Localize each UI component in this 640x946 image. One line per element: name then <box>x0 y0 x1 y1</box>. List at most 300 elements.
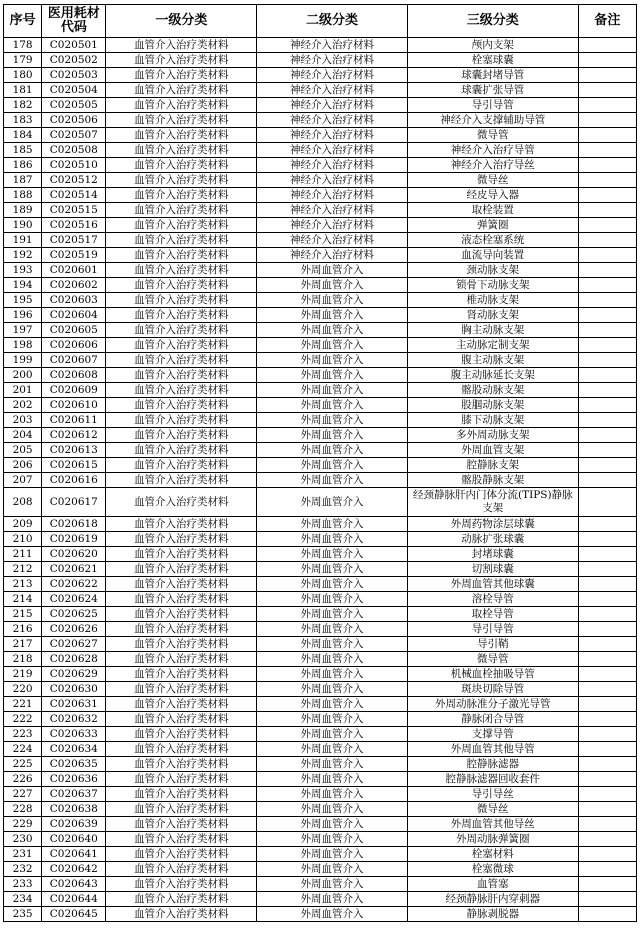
table-row <box>4 757 637 772</box>
cell-level3: 外周血管其他球囊 <box>407 577 578 592</box>
cell-level1: 血管介入治疗类材料 <box>106 712 257 727</box>
cell-level1: 血管介入治疗类材料 <box>106 637 257 652</box>
cell-code: C020618 <box>42 517 106 532</box>
cell-seq: 205 <box>4 443 42 458</box>
cell-level3: 股腘动脉支架 <box>407 398 578 413</box>
cell-level3: 球囊封堵导管 <box>407 68 578 83</box>
cell-seq: 210 <box>4 532 42 547</box>
cell-level2: 外周血管介入 <box>257 772 408 787</box>
cell-level3: 外周动脉弹簧圈 <box>407 832 578 847</box>
cell-level2: 外周血管介入 <box>257 562 408 577</box>
cell-level1: 血管介入治疗类材料 <box>106 607 257 622</box>
cell-code: C020611 <box>42 413 106 428</box>
cell-level1: 血管介入治疗类材料 <box>106 817 257 832</box>
cell-level1: 血管介入治疗类材料 <box>106 697 257 712</box>
cell-seq: 231 <box>4 847 42 862</box>
cell-level3: 微导丝 <box>407 173 578 188</box>
table-row <box>4 143 637 158</box>
cell-note <box>578 173 636 188</box>
cell-level1: 血管介入治疗类材料 <box>106 248 257 263</box>
table-row <box>4 323 637 338</box>
cell-level1: 血管介入治疗类材料 <box>106 532 257 547</box>
cell-level1: 血管介入治疗类材料 <box>106 892 257 907</box>
cell-level2: 外周血管介入 <box>257 323 408 338</box>
cell-level2: 外周血管介入 <box>257 383 408 398</box>
cell-level2: 外周血管介入 <box>257 443 408 458</box>
cell-code: C020632 <box>42 712 106 727</box>
cell-level1: 血管介入治疗类材料 <box>106 188 257 203</box>
cell-note <box>578 577 636 592</box>
cell-note <box>578 278 636 293</box>
cell-level1: 血管介入治疗类材料 <box>106 428 257 443</box>
table-row <box>4 877 637 892</box>
cell-level2: 外周血管介入 <box>257 398 408 413</box>
cell-code: C020644 <box>42 892 106 907</box>
cell-seq: 197 <box>4 323 42 338</box>
cell-level1: 血管介入治疗类材料 <box>106 787 257 802</box>
cell-level2: 外周血管介入 <box>257 293 408 308</box>
table-row <box>4 742 637 757</box>
cell-level3: 导引导丝 <box>407 787 578 802</box>
cell-level2: 神经介入治疗材料 <box>257 203 408 218</box>
cell-code: C020613 <box>42 443 106 458</box>
cell-level1: 血管介入治疗类材料 <box>106 907 257 922</box>
cell-code: C020616 <box>42 473 106 488</box>
cell-level3: 静脉闭合导管 <box>407 712 578 727</box>
cell-seq: 235 <box>4 907 42 922</box>
cell-note <box>578 308 636 323</box>
cell-level2: 外周血管介入 <box>257 847 408 862</box>
cell-level3: 外周血管其他导管 <box>407 742 578 757</box>
cell-seq: 214 <box>4 592 42 607</box>
cell-level2: 外周血管介入 <box>257 652 408 667</box>
table-row <box>4 802 637 817</box>
cell-note <box>578 907 636 922</box>
cell-level2: 神经介入治疗材料 <box>257 158 408 173</box>
cell-level3: 经颈静脉肝内穿刺器 <box>407 892 578 907</box>
cell-seq: 213 <box>4 577 42 592</box>
cell-note <box>578 547 636 562</box>
cell-level3: 导引导管 <box>407 98 578 113</box>
cell-note <box>578 772 636 787</box>
cell-level1: 血管介入治疗类材料 <box>106 218 257 233</box>
cell-level1: 血管介入治疗类材料 <box>106 398 257 413</box>
cell-seq: 188 <box>4 188 42 203</box>
cell-level2: 外周血管介入 <box>257 547 408 562</box>
cell-note <box>578 667 636 682</box>
cell-seq: 195 <box>4 293 42 308</box>
cell-level1: 血管介入治疗类材料 <box>106 742 257 757</box>
cell-level3: 支撑导管 <box>407 727 578 742</box>
cell-code: C020619 <box>42 532 106 547</box>
header-code: 医用耗材代码 <box>42 5 106 38</box>
table-row <box>4 832 637 847</box>
cell-level2: 外周血管介入 <box>257 368 408 383</box>
cell-note <box>578 517 636 532</box>
cell-note <box>578 802 636 817</box>
cell-level1: 血管介入治疗类材料 <box>106 158 257 173</box>
cell-code: C020635 <box>42 757 106 772</box>
cell-note <box>578 592 636 607</box>
cell-note <box>578 38 636 53</box>
cell-code: C020601 <box>42 263 106 278</box>
cell-note <box>578 562 636 577</box>
table-row <box>4 173 637 188</box>
cell-seq: 185 <box>4 143 42 158</box>
cell-level1: 血管介入治疗类材料 <box>106 308 257 323</box>
cell-code: C020641 <box>42 847 106 862</box>
cell-level1: 血管介入治疗类材料 <box>106 562 257 577</box>
table-row <box>4 83 637 98</box>
cell-level3: 导引鞘 <box>407 637 578 652</box>
cell-level3: 腔静脉支架 <box>407 458 578 473</box>
table-row <box>4 712 637 727</box>
cell-code: C020502 <box>42 53 106 68</box>
cell-level3: 导引导管 <box>407 622 578 637</box>
cell-level3: 腹主动脉延长支架 <box>407 368 578 383</box>
cell-note <box>578 458 636 473</box>
header-level3: 三级分类 <box>407 5 578 38</box>
cell-level3: 血管塞 <box>407 877 578 892</box>
cell-seq: 192 <box>4 248 42 263</box>
cell-code: C020637 <box>42 787 106 802</box>
cell-seq: 187 <box>4 173 42 188</box>
cell-seq: 202 <box>4 398 42 413</box>
cell-seq: 196 <box>4 308 42 323</box>
cell-level3: 切割球囊 <box>407 562 578 577</box>
cell-seq: 182 <box>4 98 42 113</box>
cell-level3: 神经介入治疗导管 <box>407 143 578 158</box>
cell-note <box>578 203 636 218</box>
cell-code: C020514 <box>42 188 106 203</box>
table-row <box>4 817 637 832</box>
header-note: 备注 <box>578 5 636 38</box>
cell-code: C020604 <box>42 308 106 323</box>
cell-note <box>578 383 636 398</box>
cell-level2: 外周血管介入 <box>257 278 408 293</box>
cell-level3: 栓塞材料 <box>407 847 578 862</box>
cell-level2: 神经介入治疗材料 <box>257 218 408 233</box>
cell-level3: 膝下动脉支架 <box>407 413 578 428</box>
table-row <box>4 562 637 577</box>
table-row <box>4 353 637 368</box>
cell-level1: 血管介入治疗类材料 <box>106 443 257 458</box>
cell-level3: 经皮导入器 <box>407 188 578 203</box>
cell-seq: 230 <box>4 832 42 847</box>
cell-seq: 200 <box>4 368 42 383</box>
cell-level1: 血管介入治疗类材料 <box>106 667 257 682</box>
cell-seq: 222 <box>4 712 42 727</box>
cell-level1: 血管介入治疗类材料 <box>106 278 257 293</box>
cell-seq: 201 <box>4 383 42 398</box>
cell-code: C020603 <box>42 293 106 308</box>
cell-note <box>578 68 636 83</box>
cell-code: C020628 <box>42 652 106 667</box>
cell-level3: 经颈静脉肝内门体分流(TIPS)静脉支架 <box>407 488 578 517</box>
table-row <box>4 113 637 128</box>
table-row <box>4 607 637 622</box>
cell-note <box>578 323 636 338</box>
cell-note <box>578 727 636 742</box>
cell-level3: 外周血管支架 <box>407 443 578 458</box>
cell-level2: 外周血管介入 <box>257 862 408 877</box>
cell-seq: 179 <box>4 53 42 68</box>
cell-level2: 外周血管介入 <box>257 667 408 682</box>
cell-level2: 外周血管介入 <box>257 353 408 368</box>
cell-level1: 血管介入治疗类材料 <box>106 263 257 278</box>
cell-code: C020608 <box>42 368 106 383</box>
cell-level2: 外周血管介入 <box>257 622 408 637</box>
table-row <box>4 368 637 383</box>
cell-note <box>578 83 636 98</box>
cell-code: C020621 <box>42 562 106 577</box>
cell-level2: 外周血管介入 <box>257 832 408 847</box>
cell-note <box>578 532 636 547</box>
cell-note <box>578 473 636 488</box>
cell-code: C020505 <box>42 98 106 113</box>
cell-level3: 微导管 <box>407 128 578 143</box>
cell-seq: 228 <box>4 802 42 817</box>
cell-level3: 微导丝 <box>407 802 578 817</box>
cell-code: C020515 <box>42 203 106 218</box>
cell-code: C020640 <box>42 832 106 847</box>
table-row <box>4 383 637 398</box>
table-row <box>4 488 637 517</box>
table-row <box>4 53 637 68</box>
cell-level3: 动脉扩张球囊 <box>407 532 578 547</box>
table-row <box>4 862 637 877</box>
cell-seq: 217 <box>4 637 42 652</box>
cell-seq: 227 <box>4 787 42 802</box>
cell-level2: 神经介入治疗材料 <box>257 173 408 188</box>
cell-seq: 216 <box>4 622 42 637</box>
table-row <box>4 188 637 203</box>
cell-seq: 208 <box>4 488 42 517</box>
cell-level3: 髂股静脉支架 <box>407 473 578 488</box>
cell-level3: 腔静脉滤器 <box>407 757 578 772</box>
cell-note <box>578 757 636 772</box>
cell-code: C020610 <box>42 398 106 413</box>
table-row <box>4 263 637 278</box>
cell-level1: 血管介入治疗类材料 <box>106 83 257 98</box>
cell-code: C020639 <box>42 817 106 832</box>
consumables-table <box>3 4 637 922</box>
cell-level1: 血管介入治疗类材料 <box>106 652 257 667</box>
cell-code: C020626 <box>42 622 106 637</box>
cell-level2: 神经介入治疗材料 <box>257 248 408 263</box>
table-row <box>4 532 637 547</box>
cell-seq: 206 <box>4 458 42 473</box>
cell-level1: 血管介入治疗类材料 <box>106 68 257 83</box>
cell-level3: 锁骨下动脉支架 <box>407 278 578 293</box>
cell-level3: 栓塞微球 <box>407 862 578 877</box>
cell-level3: 髂股动脉支架 <box>407 383 578 398</box>
cell-note <box>578 787 636 802</box>
cell-code: C020620 <box>42 547 106 562</box>
table-row <box>4 772 637 787</box>
cell-note <box>578 113 636 128</box>
table-row <box>4 218 637 233</box>
cell-level2: 外周血管介入 <box>257 877 408 892</box>
table-row <box>4 682 637 697</box>
table-row <box>4 697 637 712</box>
cell-level3: 神经介入治疗导丝 <box>407 158 578 173</box>
cell-code: C020624 <box>42 592 106 607</box>
cell-level1: 血管介入治疗类材料 <box>106 832 257 847</box>
cell-code: C020516 <box>42 218 106 233</box>
table-row <box>4 158 637 173</box>
cell-level1: 血管介入治疗类材料 <box>106 473 257 488</box>
cell-seq: 181 <box>4 83 42 98</box>
cell-seq: 218 <box>4 652 42 667</box>
cell-level2: 外周血管介入 <box>257 712 408 727</box>
cell-seq: 232 <box>4 862 42 877</box>
header-seq: 序号 <box>4 5 42 38</box>
table-row <box>4 233 637 248</box>
cell-note <box>578 368 636 383</box>
cell-level1: 血管介入治疗类材料 <box>106 233 257 248</box>
cell-level1: 血管介入治疗类材料 <box>106 517 257 532</box>
cell-level3: 封堵球囊 <box>407 547 578 562</box>
cell-note <box>578 398 636 413</box>
cell-level2: 神经介入治疗材料 <box>257 38 408 53</box>
cell-level3: 栓塞球囊 <box>407 53 578 68</box>
cell-code: C020625 <box>42 607 106 622</box>
cell-code: C020636 <box>42 772 106 787</box>
table-row <box>4 38 637 53</box>
cell-note <box>578 817 636 832</box>
table-row <box>4 787 637 802</box>
cell-level1: 血管介入治疗类材料 <box>106 173 257 188</box>
cell-seq: 180 <box>4 68 42 83</box>
cell-note <box>578 98 636 113</box>
cell-code: C020512 <box>42 173 106 188</box>
cell-note <box>578 622 636 637</box>
cell-level1: 血管介入治疗类材料 <box>106 98 257 113</box>
cell-level3: 液态栓塞系统 <box>407 233 578 248</box>
header-level2: 二级分类 <box>257 5 408 38</box>
cell-code: C020612 <box>42 428 106 443</box>
cell-level1: 血管介入治疗类材料 <box>106 38 257 53</box>
cell-level2: 神经介入治疗材料 <box>257 98 408 113</box>
cell-level3: 静脉剥脱器 <box>407 907 578 922</box>
cell-level3: 外周动脉准分子激光导管 <box>407 697 578 712</box>
cell-level1: 血管介入治疗类材料 <box>106 368 257 383</box>
cell-level2: 外周血管介入 <box>257 592 408 607</box>
cell-level3: 取栓导管 <box>407 607 578 622</box>
cell-code: C020627 <box>42 637 106 652</box>
cell-level1: 血管介入治疗类材料 <box>106 592 257 607</box>
cell-code: C020503 <box>42 68 106 83</box>
cell-level3: 多外周动脉支架 <box>407 428 578 443</box>
cell-code: C020629 <box>42 667 106 682</box>
cell-level1: 血管介入治疗类材料 <box>106 847 257 862</box>
cell-code: C020602 <box>42 278 106 293</box>
cell-seq: 225 <box>4 757 42 772</box>
cell-seq: 194 <box>4 278 42 293</box>
table-row <box>4 278 637 293</box>
cell-level1: 血管介入治疗类材料 <box>106 772 257 787</box>
cell-level2: 神经介入治疗材料 <box>257 68 408 83</box>
cell-level1: 血管介入治疗类材料 <box>106 802 257 817</box>
cell-code: C020506 <box>42 113 106 128</box>
cell-level1: 血管介入治疗类材料 <box>106 488 257 517</box>
cell-level2: 外周血管介入 <box>257 727 408 742</box>
table-row <box>4 413 637 428</box>
cell-seq: 212 <box>4 562 42 577</box>
cell-level2: 神经介入治疗材料 <box>257 53 408 68</box>
cell-code: C020622 <box>42 577 106 592</box>
cell-level2: 外周血管介入 <box>257 682 408 697</box>
table-row <box>4 547 637 562</box>
cell-note <box>578 832 636 847</box>
cell-level1: 血管介入治疗类材料 <box>106 53 257 68</box>
cell-level2: 外周血管介入 <box>257 428 408 443</box>
cell-note <box>578 712 636 727</box>
cell-seq: 211 <box>4 547 42 562</box>
cell-level3: 弹簧圈 <box>407 218 578 233</box>
cell-level1: 血管介入治疗类材料 <box>106 323 257 338</box>
cell-seq: 223 <box>4 727 42 742</box>
cell-code: C020615 <box>42 458 106 473</box>
table-row <box>4 293 637 308</box>
cell-level1: 血管介入治疗类材料 <box>106 413 257 428</box>
cell-level2: 外周血管介入 <box>257 532 408 547</box>
cell-level3: 溶栓导管 <box>407 592 578 607</box>
cell-note <box>578 742 636 757</box>
cell-note <box>578 263 636 278</box>
cell-level2: 神经介入治疗材料 <box>257 143 408 158</box>
header-level1: 一级分类 <box>106 5 257 38</box>
table-row <box>4 517 637 532</box>
cell-level2: 外周血管介入 <box>257 757 408 772</box>
cell-level1: 血管介入治疗类材料 <box>106 547 257 562</box>
cell-seq: 193 <box>4 263 42 278</box>
cell-seq: 203 <box>4 413 42 428</box>
cell-level1: 血管介入治疗类材料 <box>106 862 257 877</box>
cell-level2: 神经介入治疗材料 <box>257 83 408 98</box>
table-row <box>4 727 637 742</box>
cell-level2: 神经介入治疗材料 <box>257 113 408 128</box>
cell-seq: 199 <box>4 353 42 368</box>
cell-note <box>578 443 636 458</box>
cell-seq: 204 <box>4 428 42 443</box>
cell-level2: 外周血管介入 <box>257 907 408 922</box>
cell-level1: 血管介入治疗类材料 <box>106 458 257 473</box>
cell-level2: 外周血管介入 <box>257 697 408 712</box>
cell-level3: 机械血栓抽吸导管 <box>407 667 578 682</box>
cell-level1: 血管介入治疗类材料 <box>106 727 257 742</box>
cell-level1: 血管介入治疗类材料 <box>106 338 257 353</box>
cell-level3: 血流导向装置 <box>407 248 578 263</box>
cell-level2: 外周血管介入 <box>257 338 408 353</box>
table-row <box>4 592 637 607</box>
cell-note <box>578 143 636 158</box>
cell-note <box>578 158 636 173</box>
cell-note <box>578 607 636 622</box>
cell-level3: 椎动脉支架 <box>407 293 578 308</box>
table-row <box>4 622 637 637</box>
cell-note <box>578 218 636 233</box>
cell-note <box>578 892 636 907</box>
cell-note <box>578 488 636 517</box>
cell-seq: 190 <box>4 218 42 233</box>
cell-level3: 神经介入支撑辅助导管 <box>407 113 578 128</box>
cell-note <box>578 697 636 712</box>
cell-level2: 神经介入治疗材料 <box>257 188 408 203</box>
cell-note <box>578 413 636 428</box>
cell-level2: 外周血管介入 <box>257 607 408 622</box>
